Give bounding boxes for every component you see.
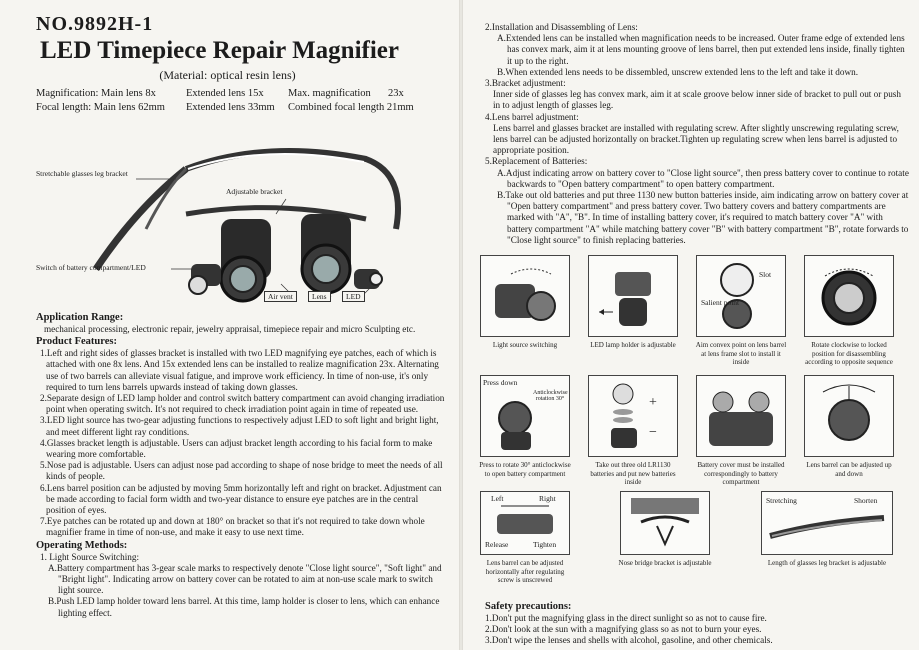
barrel-updown-drawing <box>805 376 893 456</box>
feature-item: 2.Separate design of LED lamp holder and control switch battery compartment can avoid changing irradiation point when operating switch. It's not required to check irradiation point again in time of repeated use. <box>40 393 445 415</box>
diagram-leg-length <box>757 491 897 568</box>
callout-lens: Lens <box>308 291 331 302</box>
diagram-caption: Aim convex point on lens barrel at lens frame slot to install it inside <box>695 341 787 366</box>
diagram-caption: Lens barrel can be adjusted up and down <box>806 461 892 478</box>
diagram-image <box>480 375 570 457</box>
diagram-image <box>480 491 570 555</box>
left-page <box>0 0 459 650</box>
install-section <box>485 22 909 246</box>
diagram-caption: Battery cover must be installed correspondingly to battery compartment <box>697 461 785 486</box>
product-figure <box>36 119 449 309</box>
callout-stretch-bracket: Stretchable glasses leg bracket <box>36 169 128 178</box>
callout-led: LED <box>342 291 365 302</box>
feature-item: 1.Left and right sides of glasses bracket is installed with two LED magnifying eye patches, each of which is attached with one 8x lens. And 15x extended lens can be installed to realize magnification 23x. Alternating use of two barrels can alleviate visual fatigue, and improve work efficiency. In time of non-use, it's only required to turn lens barrels upwards instead of taking down glasses. <box>40 348 439 392</box>
features-section <box>36 335 449 538</box>
operating-step-b: B.Push LED lamp holder toward lens barrel. At this time, lamp holder is closer to lens, which can enhance lighting effect. <box>48 596 440 618</box>
diagram-caption: Light source switching <box>492 341 558 349</box>
diagram-cover-match <box>693 375 789 487</box>
diagram-image <box>588 375 678 457</box>
diagram-barrel-horizontal <box>477 491 573 585</box>
label-rotation: Anticlockwise rotation 30° <box>533 390 568 402</box>
spec-max-mag-value: 23x <box>388 88 404 99</box>
diagram-caption: Nose bridge bracket is adjustable <box>618 559 712 567</box>
open-battery-drawing <box>481 376 569 456</box>
label-release: Release <box>485 540 509 549</box>
spec-main-mag: Magnification: Main lens 8x <box>36 88 156 99</box>
diagram-grid <box>477 255 907 585</box>
application-heading: Application Range: <box>36 312 124 323</box>
lamp-switch-drawing <box>481 256 569 336</box>
specs-row-magnification <box>36 87 449 101</box>
bracket-text: Inner side of glasses leg has convex mark, aim it at scale groove below inner side of bracket to pull out or push in to adjust length of glasses leg. <box>493 89 901 111</box>
diagram-caption: Press to rotate 30° anticlockwise to open battery compartment <box>479 461 571 478</box>
label-right: Right <box>539 494 556 503</box>
specs-table <box>36 87 449 115</box>
label-press-down: Press down <box>483 378 518 387</box>
install-heading: 2.Installation and Disassembling of Lens: <box>485 22 638 32</box>
callout-adjustable-bracket: Adjustable bracket <box>226 187 283 196</box>
feature-item: 6.Lens barrel position can be adjusted by moving 5mm horizontally left and right on bracket. Adjustment can be made according to facial form width and two-year distance to ensure eye patches are in the central position of eyes. <box>40 482 442 516</box>
feature-item: 3.LED light source has two-gear adjusting functions to respectively adjust LED to soft light and bright light, and meet different light ray conditions. <box>40 415 439 437</box>
spec-combined-focal: Combined focal length 21mm <box>288 102 414 113</box>
lamp-holder-drawing <box>589 256 677 336</box>
diagram-caption: Take out three old LR1130 batteries and put new batteries inside <box>590 461 676 486</box>
battery-step-a: A.Adjust indicating arrow on battery cover to "Close light source", then press battery cover to continue to rotate backwards to "Open battery compartment" to open battery compartment. <box>497 167 909 189</box>
magnifier-illustration <box>36 119 456 309</box>
diagram-image <box>696 375 786 457</box>
diagram-nose-bridge <box>617 491 713 568</box>
feature-item: 4.Glasses bracket length is adjustable. Users can adjust bracket length according to his facial form to make wearing more comfortable. <box>40 437 433 460</box>
diagram-replace-batteries <box>585 375 681 487</box>
barrel-text: Lens barrel and glasses bracket are installed with regulating screw. After slightly unscrewing regulating screw, lens barrel can be adjusted horizontally on bracket.Tighten up regulating screw when lens barrel is adjusted to appropriate position. <box>493 122 899 156</box>
spec-main-focal: Focal length: Main lens 62mm <box>36 102 165 113</box>
svg-text:−: − <box>649 425 657 440</box>
feature-item: 5.Nose pad is adjustable. Users can adjust nose pad according to shape of nose bridge to meet the needs of all kinds of people. <box>40 460 443 482</box>
safety-heading: Safety precautions: <box>485 601 572 612</box>
diagram-image <box>696 255 786 337</box>
diagram-image <box>804 375 894 457</box>
diagram-image <box>480 255 570 337</box>
callout-air-vent: Air vent <box>264 291 297 302</box>
lens-install-drawing <box>697 256 785 336</box>
product-title: LED Timepiece Repair Magnifier <box>40 37 399 64</box>
diagram-caption: Rotate clockwise to locked position for disassembling according to opposite sequence <box>805 341 893 366</box>
diagram-caption: Lens barrel can be adjusted horizontally after regulating screw is unscrewed <box>485 559 565 584</box>
label-salient-point: Salient point <box>701 298 740 307</box>
application-section <box>36 311 449 335</box>
diagram-image <box>804 255 894 337</box>
cover-match-drawing <box>697 376 785 456</box>
diagram-caption: LED lamp holder is adjustable <box>590 341 676 349</box>
specs-row-focal <box>36 101 449 115</box>
diagram-rotate-lock <box>801 255 897 367</box>
diagram-lens-install <box>693 255 789 367</box>
label-slot: Slot <box>759 270 772 279</box>
operating-step-a: A.Battery compartment has 3-gear scale marks to respectively denote "Close light source", "Soft light" and "Bright light". Indicating arrow on battery cover can be rotated to aim at non-use scale mark to switch light source. <box>48 562 442 596</box>
bracket-heading: 3.Bracket adjustment: <box>485 78 566 89</box>
nose-bridge-drawing <box>621 492 709 554</box>
application-text: mechanical processing, electronic repair, jewelry appraisal, timepiece repair and micro Sculpting etc. <box>44 324 416 334</box>
operating-heading: Operating Methods: <box>36 539 128 551</box>
features-heading: Product Features: <box>36 336 117 348</box>
spec-ext-focal: Extended lens 33mm <box>186 102 275 113</box>
diagram-image <box>588 255 678 337</box>
operating-sub1: 1. Light Source Switching: <box>40 551 140 562</box>
diagram-open-battery <box>477 375 573 478</box>
rotate-lock-drawing <box>805 256 893 336</box>
battery-step-b: B.Take out old batteries and put three 1130 new button batteries inside, aim indicating arrow on battery cover at "Open battery compartment" and press battery cover. Two battery covers and battery compartments are marked with "A", "B". In time of installing battery cover, it's required to match battery cover "A" with battery compartment "A" while matching battery cover "B" with battery compartment "B", rotate forwards to "Close light source" to finish replacing batteries. <box>497 190 909 245</box>
diagram-caption: Length of glasses leg bracket is adjustable <box>767 559 887 567</box>
battery-heading: 5.Replacement of Batteries: <box>485 156 588 167</box>
safety-section <box>485 594 905 647</box>
spec-max-mag-label: Max. magnification <box>288 88 371 99</box>
spec-ext-mag: Extended lens 15x <box>186 88 264 99</box>
diagram-image <box>620 491 710 555</box>
safety-item: 1.Don't put the magnifying glass in the direct sunlight so as not to cause fire. <box>485 613 767 623</box>
label-shorten: Shorten <box>854 496 878 505</box>
diagram-barrel-updown <box>801 375 897 478</box>
safety-item: 2.Don't look at the sun with a magnifying glass so as not to burn your eyes. <box>485 624 762 635</box>
diagram-image <box>761 491 893 555</box>
label-tighten: Tighten <box>533 540 557 549</box>
model-number: NO.9892H-1 <box>36 13 154 35</box>
install-step-b: B.When extended lens needs to be dissembled, unscrew extended lens to the left and take it down. <box>497 66 859 77</box>
material-note: (Material: optical resin lens) <box>159 68 296 82</box>
svg-text:+: + <box>649 395 657 410</box>
callout-switch: Switch of battery compartment/LED <box>36 263 146 272</box>
operating-section <box>36 539 449 619</box>
barrel-heading: 4.Lens barrel adjustment: <box>485 111 579 122</box>
label-stretching: Stretching <box>766 496 797 505</box>
install-step-a: A.Extended lens can be installed when magnification needs to be increased. Outer frame edge of extended lens has convex mark, aim it at lens mounting groove of lens barrel, then put extended lens inside, finally tighten it up to the right. <box>497 33 905 66</box>
feature-item: 7.Eye patches can be rotated up and down at 180° on bracket so that it's not required to take down whole magnifier frame in time of non-use, and make it easy to use next time. <box>40 516 425 538</box>
batteries-drawing <box>589 376 677 456</box>
label-left: Left <box>491 494 504 503</box>
diagram-light-switching <box>477 255 573 350</box>
diagram-lamp-holder <box>585 255 681 350</box>
safety-item: 3.Don't wipe the lenses and shells with alcohol, gasoline, and other chemicals. <box>485 635 773 646</box>
